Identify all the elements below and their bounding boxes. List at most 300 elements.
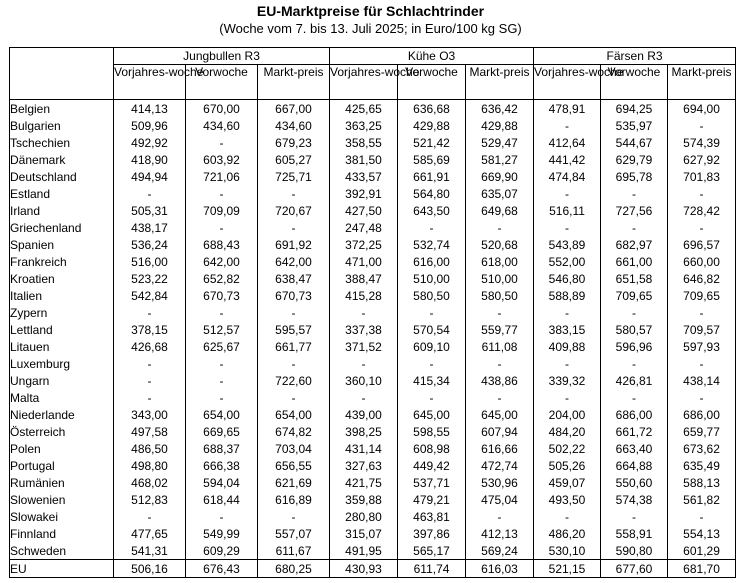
price-cell: 472,74: [466, 457, 534, 474]
price-cell: 642,00: [186, 253, 258, 270]
price-cell: 544,67: [601, 134, 668, 151]
price-cell: 557,07: [258, 525, 330, 542]
country-cell: Belgien: [10, 100, 114, 118]
price-cell: 536,24: [114, 236, 186, 253]
price-cell: 663,40: [601, 440, 668, 457]
price-cell: 728,42: [668, 202, 736, 219]
price-cell: 661,00: [601, 253, 668, 270]
price-cell: 661,72: [601, 423, 668, 440]
price-cell: -: [186, 508, 258, 525]
price-cell: 616,03: [466, 560, 534, 578]
price-cell: 645,00: [398, 406, 466, 423]
country-cell: Ungarn: [10, 372, 114, 389]
price-cell: 421,75: [330, 474, 398, 491]
price-cell: 679,23: [258, 134, 330, 151]
price-cell: 497,58: [114, 423, 186, 440]
price-cell: -: [186, 134, 258, 151]
price-cell: 359,88: [330, 491, 398, 508]
price-cell: -: [186, 219, 258, 236]
subheader-marktpreis: Markt-preis: [668, 65, 736, 100]
price-cell: 666,38: [186, 457, 258, 474]
price-table: [9, 47, 736, 578]
price-cell: 661,77: [258, 338, 330, 355]
price-cell: -: [668, 355, 736, 372]
price-cell: -: [258, 185, 330, 202]
price-cell: 543,89: [534, 236, 601, 253]
country-cell: Österreich: [10, 423, 114, 440]
price-cell: 381,50: [330, 151, 398, 168]
price-cell: 441,42: [534, 151, 601, 168]
price-cell: 498,80: [114, 457, 186, 474]
price-cell: 204,00: [534, 406, 601, 423]
table-row: [10, 457, 736, 474]
group-header-faersen: Färsen R3: [534, 48, 736, 65]
price-cell: 516,11: [534, 202, 601, 219]
price-cell: -: [114, 304, 186, 321]
price-cell: -: [668, 117, 736, 134]
subheader-row: [10, 65, 736, 100]
price-cell: 529,47: [466, 134, 534, 151]
price-cell: 492,92: [114, 134, 186, 151]
price-cell: 358,55: [330, 134, 398, 151]
price-cell: 558,91: [601, 525, 668, 542]
price-cell: -: [186, 389, 258, 406]
price-cell: 477,65: [114, 525, 186, 542]
price-cell: 603,92: [186, 151, 258, 168]
price-cell: 474,84: [534, 168, 601, 185]
country-cell: Malta: [10, 389, 114, 406]
price-cell: -: [534, 219, 601, 236]
country-cell: Slowenien: [10, 491, 114, 508]
price-cell: -: [534, 508, 601, 525]
price-cell: 664,88: [601, 457, 668, 474]
price-cell: 703,04: [258, 440, 330, 457]
price-cell: 649,68: [466, 202, 534, 219]
table-row: [10, 440, 736, 457]
price-cell: -: [466, 355, 534, 372]
table-row: [10, 270, 736, 287]
price-cell: 564,80: [398, 185, 466, 202]
price-cell: -: [114, 389, 186, 406]
price-cell: 414,13: [114, 100, 186, 118]
group-header-jungbullen: Jungbullen R3: [114, 48, 330, 65]
price-cell: 643,50: [398, 202, 466, 219]
price-cell: 611,67: [258, 542, 330, 560]
price-cell: 493,50: [534, 491, 601, 508]
price-cell: 574,39: [668, 134, 736, 151]
price-cell: 682,97: [601, 236, 668, 253]
price-cell: 412,64: [534, 134, 601, 151]
price-cell: 523,22: [114, 270, 186, 287]
price-cell: 645,00: [466, 406, 534, 423]
subheader-vorwoche: Vorwoche: [398, 65, 466, 100]
country-cell: Frankreich: [10, 253, 114, 270]
price-cell: 652,82: [186, 270, 258, 287]
price-cell: 646,82: [668, 270, 736, 287]
price-cell: 427,50: [330, 202, 398, 219]
price-cell: 661,91: [398, 168, 466, 185]
price-cell: 721,06: [186, 168, 258, 185]
subheader-marktpreis: Markt-preis: [258, 65, 330, 100]
price-cell: 438,17: [114, 219, 186, 236]
price-cell: 635,49: [668, 457, 736, 474]
price-cell: 709,65: [668, 287, 736, 304]
table-row: [10, 491, 736, 508]
price-cell: 392,91: [330, 185, 398, 202]
price-cell: 611,74: [398, 560, 466, 578]
price-cell: 415,28: [330, 287, 398, 304]
price-cell: 315,07: [330, 525, 398, 542]
price-cell: 669,65: [186, 423, 258, 440]
price-cell: 372,25: [330, 236, 398, 253]
price-cell: 616,66: [466, 440, 534, 457]
price-cell: 654,00: [258, 406, 330, 423]
country-cell: Portugal: [10, 457, 114, 474]
table-row: [10, 287, 736, 304]
table-row: [10, 542, 736, 560]
price-cell: 463,81: [398, 508, 466, 525]
price-cell: -: [601, 508, 668, 525]
country-cell: Litauen: [10, 338, 114, 355]
price-cell: 595,57: [258, 321, 330, 338]
price-cell: 691,92: [258, 236, 330, 253]
table-row: [10, 168, 736, 185]
price-cell: 701,83: [668, 168, 736, 185]
price-cell: 574,38: [601, 491, 668, 508]
price-cell: 581,27: [466, 151, 534, 168]
price-cell: 429,88: [398, 117, 466, 134]
price-cell: 709,09: [186, 202, 258, 219]
price-cell: 537,71: [398, 474, 466, 491]
price-cell: 418,90: [114, 151, 186, 168]
price-cell: 642,00: [258, 253, 330, 270]
price-cell: 629,79: [601, 151, 668, 168]
price-cell: 722,60: [258, 372, 330, 389]
country-cell: Irland: [10, 202, 114, 219]
price-cell: 696,57: [668, 236, 736, 253]
price-cell: -: [601, 389, 668, 406]
country-cell: Spanien: [10, 236, 114, 253]
country-cell: Luxemburg: [10, 355, 114, 372]
price-cell: 565,17: [398, 542, 466, 560]
price-cell: -: [534, 117, 601, 134]
price-cell: 694,25: [601, 100, 668, 118]
table-row: [10, 253, 736, 270]
country-cell: Zypern: [10, 304, 114, 321]
price-cell: 651,58: [601, 270, 668, 287]
price-cell: 638,47: [258, 270, 330, 287]
country-cell: Polen: [10, 440, 114, 457]
price-cell: 520,68: [466, 236, 534, 253]
price-cell: -: [398, 304, 466, 321]
price-cell: 597,93: [668, 338, 736, 355]
corner-cell-lower: [10, 65, 114, 100]
table-row: [10, 185, 736, 202]
price-cell: -: [186, 372, 258, 389]
price-cell: 434,60: [186, 117, 258, 134]
price-cell: 337,38: [330, 321, 398, 338]
table-row: [10, 117, 736, 134]
table-row: [10, 151, 736, 168]
price-cell: 611,08: [466, 338, 534, 355]
price-cell: 546,80: [534, 270, 601, 287]
price-cell: 512,57: [186, 321, 258, 338]
price-cell: 569,24: [466, 542, 534, 560]
price-cell: -: [186, 185, 258, 202]
price-cell: 709,57: [668, 321, 736, 338]
table-row: [10, 219, 736, 236]
price-cell: 720,67: [258, 202, 330, 219]
price-cell: -: [534, 304, 601, 321]
price-cell: 656,55: [258, 457, 330, 474]
price-cell: 509,96: [114, 117, 186, 134]
price-cell: 625,67: [186, 338, 258, 355]
price-cell: 327,63: [330, 457, 398, 474]
price-cell: 339,32: [534, 372, 601, 389]
country-cell: Tschechien: [10, 134, 114, 151]
price-cell: -: [398, 219, 466, 236]
price-cell: 542,84: [114, 287, 186, 304]
price-cell: -: [668, 508, 736, 525]
price-cell: 635,07: [466, 185, 534, 202]
price-cell: 588,13: [668, 474, 736, 491]
subheader-vorjahreswoche: Vorjahres-woche: [114, 65, 186, 100]
price-cell: -: [258, 508, 330, 525]
country-cell: Estland: [10, 185, 114, 202]
price-cell: 521,15: [534, 560, 601, 578]
price-cell: 486,50: [114, 440, 186, 457]
price-cell: 559,77: [466, 321, 534, 338]
price-cell: 609,29: [186, 542, 258, 560]
price-cell: 491,95: [330, 542, 398, 560]
country-cell: Lettland: [10, 321, 114, 338]
country-cell: Dänemark: [10, 151, 114, 168]
price-cell: 371,52: [330, 338, 398, 355]
price-cell: -: [668, 389, 736, 406]
country-cell: Italien: [10, 287, 114, 304]
price-cell: 686,00: [601, 406, 668, 423]
price-cell: 486,20: [534, 525, 601, 542]
price-cell: -: [114, 355, 186, 372]
group-header-kuehe: Kühe O3: [330, 48, 534, 65]
price-cell: 247,48: [330, 219, 398, 236]
price-cell: -: [466, 508, 534, 525]
price-cell: 478,91: [534, 100, 601, 118]
country-cell: Niederlande: [10, 406, 114, 423]
table-row: [10, 372, 736, 389]
price-cell: 561,82: [668, 491, 736, 508]
price-cell: 618,44: [186, 491, 258, 508]
price-cell: 674,82: [258, 423, 330, 440]
table-row: [10, 100, 736, 118]
price-cell: 636,42: [466, 100, 534, 118]
price-cell: 535,97: [601, 117, 668, 134]
price-cell: 409,88: [534, 338, 601, 355]
price-cell: 621,69: [258, 474, 330, 491]
price-cell: -: [330, 304, 398, 321]
price-cell: 532,74: [398, 236, 466, 253]
country-cell: EU: [10, 560, 114, 578]
price-cell: -: [114, 372, 186, 389]
price-cell: 598,55: [398, 423, 466, 440]
price-cell: -: [114, 508, 186, 525]
price-cell: 590,80: [601, 542, 668, 560]
price-cell: 433,57: [330, 168, 398, 185]
price-cell: 398,25: [330, 423, 398, 440]
table-row: [10, 134, 736, 151]
price-cell: -: [258, 219, 330, 236]
price-cell: -: [668, 304, 736, 321]
price-cell: 506,16: [114, 560, 186, 578]
price-cell: 388,47: [330, 270, 398, 287]
price-cell: 397,86: [398, 525, 466, 542]
corner-cell: [10, 48, 114, 65]
country-cell: Finnland: [10, 525, 114, 542]
price-cell: 505,26: [534, 457, 601, 474]
price-cell: 580,50: [398, 287, 466, 304]
price-cell: 580,50: [466, 287, 534, 304]
price-cell: 434,60: [258, 117, 330, 134]
price-cell: 505,31: [114, 202, 186, 219]
price-cell: 688,37: [186, 440, 258, 457]
price-cell: 426,68: [114, 338, 186, 355]
table-row: [10, 338, 736, 355]
price-cell: 510,00: [466, 270, 534, 287]
price-cell: 502,22: [534, 440, 601, 457]
price-cell: 601,29: [668, 542, 736, 560]
price-cell: 412,13: [466, 525, 534, 542]
price-cell: 438,14: [668, 372, 736, 389]
price-cell: 694,00: [668, 100, 736, 118]
country-cell: Bulgarien: [10, 117, 114, 134]
price-cell: 670,73: [186, 287, 258, 304]
price-cell: 605,27: [258, 151, 330, 168]
price-cell: -: [668, 219, 736, 236]
price-cell: 438,86: [466, 372, 534, 389]
price-cell: -: [186, 355, 258, 372]
price-cell: 484,20: [534, 423, 601, 440]
price-cell: -: [668, 185, 736, 202]
price-cell: -: [534, 389, 601, 406]
group-header-row: [10, 48, 736, 65]
table-row: [10, 525, 736, 542]
price-cell: -: [398, 389, 466, 406]
price-cell: 667,00: [258, 100, 330, 118]
table-row: [10, 355, 736, 372]
price-cell: 588,89: [534, 287, 601, 304]
price-cell: 681,70: [668, 560, 736, 578]
price-cell: 471,00: [330, 253, 398, 270]
page-title: EU-Marktpreise für Schlachtrinder: [256, 3, 485, 19]
price-cell: 512,83: [114, 491, 186, 508]
subheader-vorwoche: Vorwoche: [601, 65, 668, 100]
table-row: [10, 389, 736, 406]
price-cell: 670,73: [258, 287, 330, 304]
price-cell: 554,13: [668, 525, 736, 542]
price-cell: -: [330, 389, 398, 406]
price-cell: 415,34: [398, 372, 466, 389]
price-cell: 449,42: [398, 457, 466, 474]
price-cell: 669,90: [466, 168, 534, 185]
price-cell: 725,71: [258, 168, 330, 185]
price-cell: -: [258, 389, 330, 406]
price-cell: 280,80: [330, 508, 398, 525]
country-cell: Rumänien: [10, 474, 114, 491]
price-cell: -: [466, 219, 534, 236]
price-cell: 426,81: [601, 372, 668, 389]
price-cell: 494,94: [114, 168, 186, 185]
price-cell: -: [258, 355, 330, 372]
price-cell: 673,62: [668, 440, 736, 457]
price-cell: 680,25: [258, 560, 330, 578]
price-cell: -: [601, 355, 668, 372]
country-cell: Griechenland: [10, 219, 114, 236]
country-cell: Schweden: [10, 542, 114, 560]
price-cell: 654,00: [186, 406, 258, 423]
price-cell: 383,15: [534, 321, 601, 338]
price-cell: -: [330, 355, 398, 372]
table-row: [10, 560, 736, 578]
price-cell: 363,25: [330, 117, 398, 134]
price-cell: 585,69: [398, 151, 466, 168]
price-cell: -: [601, 304, 668, 321]
country-cell: Slowakei: [10, 508, 114, 525]
subheader-vorwoche: Vorwoche: [186, 65, 258, 100]
price-cell: 468,02: [114, 474, 186, 491]
price-cell: -: [258, 304, 330, 321]
price-cell: 580,57: [601, 321, 668, 338]
country-cell: Kroatien: [10, 270, 114, 287]
table-row: [10, 508, 736, 525]
price-cell: 530,96: [466, 474, 534, 491]
price-cell: 608,98: [398, 440, 466, 457]
price-cell: 676,43: [186, 560, 258, 578]
price-cell: -: [466, 304, 534, 321]
price-cell: 475,04: [466, 491, 534, 508]
price-cell: -: [186, 304, 258, 321]
price-cell: 510,00: [398, 270, 466, 287]
price-cell: 439,00: [330, 406, 398, 423]
price-cell: 425,65: [330, 100, 398, 118]
price-cell: 429,88: [466, 117, 534, 134]
table-row: [10, 202, 736, 219]
table-body: [10, 100, 736, 578]
price-cell: -: [534, 185, 601, 202]
price-cell: 627,92: [668, 151, 736, 168]
price-cell: 521,42: [398, 134, 466, 151]
price-cell: 686,00: [668, 406, 736, 423]
price-cell: 596,96: [601, 338, 668, 355]
price-cell: -: [398, 355, 466, 372]
price-cell: -: [601, 185, 668, 202]
price-cell: 431,14: [330, 440, 398, 457]
table-row: [10, 474, 736, 491]
price-cell: 616,89: [258, 491, 330, 508]
price-cell: 670,00: [186, 100, 258, 118]
price-cell: 660,00: [668, 253, 736, 270]
price-cell: -: [114, 185, 186, 202]
table-row: [10, 304, 736, 321]
price-cell: 618,00: [466, 253, 534, 270]
price-cell: 659,77: [668, 423, 736, 440]
price-cell: 607,94: [466, 423, 534, 440]
price-cell: 360,10: [330, 372, 398, 389]
price-cell: -: [601, 219, 668, 236]
price-cell: 530,10: [534, 542, 601, 560]
table-row: [10, 423, 736, 440]
price-cell: 695,78: [601, 168, 668, 185]
page-subtitle: (Woche vom 7. bis 13. Juli 2025; in Euro/100 kg SG): [219, 21, 522, 36]
